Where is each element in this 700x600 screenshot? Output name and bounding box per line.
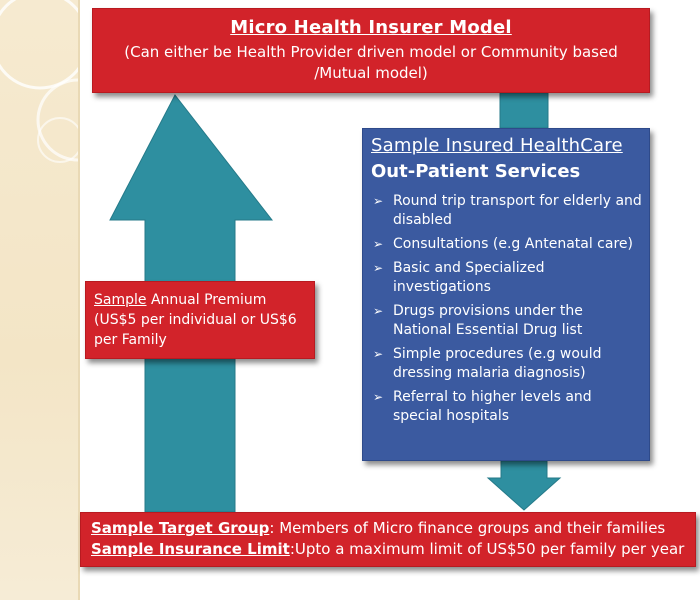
list-item bbox=[371, 259, 643, 297]
premium-sample-label: Sample bbox=[94, 292, 147, 308]
service-item-text: Round trip transport for elderly and disabled bbox=[393, 193, 642, 228]
insurer-model-subtitle: (Can either be Health Provider driven model or Community based /Mutual model) bbox=[124, 43, 618, 82]
list-item bbox=[371, 235, 643, 254]
services-subtitle: Out-Patient Services bbox=[371, 161, 581, 182]
list-arrow-icon: ➢ bbox=[373, 347, 384, 361]
service-item-text: Simple procedures (e.g would dressing malaria diagnosis) bbox=[393, 346, 602, 381]
list-arrow-icon: ➢ bbox=[373, 304, 384, 318]
top-to-services-connector bbox=[500, 93, 548, 128]
insurer-model-box bbox=[92, 8, 650, 93]
outpatient-services-box bbox=[362, 128, 650, 461]
service-item-text: Basic and Specialized investigations bbox=[393, 260, 545, 295]
list-item bbox=[371, 388, 643, 426]
target-group-line bbox=[91, 518, 685, 539]
down-arrow-shape bbox=[488, 461, 560, 510]
services-title: Sample Insured HealthCare bbox=[371, 135, 623, 156]
service-item-text: Drugs provisions under the National Essential Drug list bbox=[393, 303, 583, 338]
service-item-text: Consultations (e.g Antenatal care) bbox=[393, 236, 633, 252]
list-arrow-icon: ➢ bbox=[373, 194, 384, 208]
list-item bbox=[371, 192, 643, 230]
target-group-text: : Members of Micro finance groups and their families bbox=[269, 519, 666, 537]
insurance-limit-label: Sample Insurance Limit bbox=[91, 540, 290, 558]
target-group-label: Sample Target Group bbox=[91, 519, 270, 537]
premium-text: Annual Premium (US$5 per individual or US$6 per Family bbox=[94, 292, 297, 348]
insurer-model-title: Micro Health Insurer Model bbox=[230, 17, 512, 38]
insurance-limit-text: :Upto a maximum limit of US$50 per family per year bbox=[289, 540, 685, 558]
list-item bbox=[371, 302, 643, 340]
annual-premium-box bbox=[85, 281, 315, 359]
list-arrow-icon: ➢ bbox=[373, 390, 384, 404]
list-arrow-icon: ➢ bbox=[373, 237, 384, 251]
services-list bbox=[371, 192, 643, 426]
service-item-text: Referral to higher levels and special hospitals bbox=[393, 389, 592, 424]
list-item bbox=[371, 345, 643, 383]
insurance-limit-line bbox=[91, 539, 685, 560]
list-arrow-icon: ➢ bbox=[373, 261, 384, 275]
target-group-box bbox=[80, 512, 696, 567]
